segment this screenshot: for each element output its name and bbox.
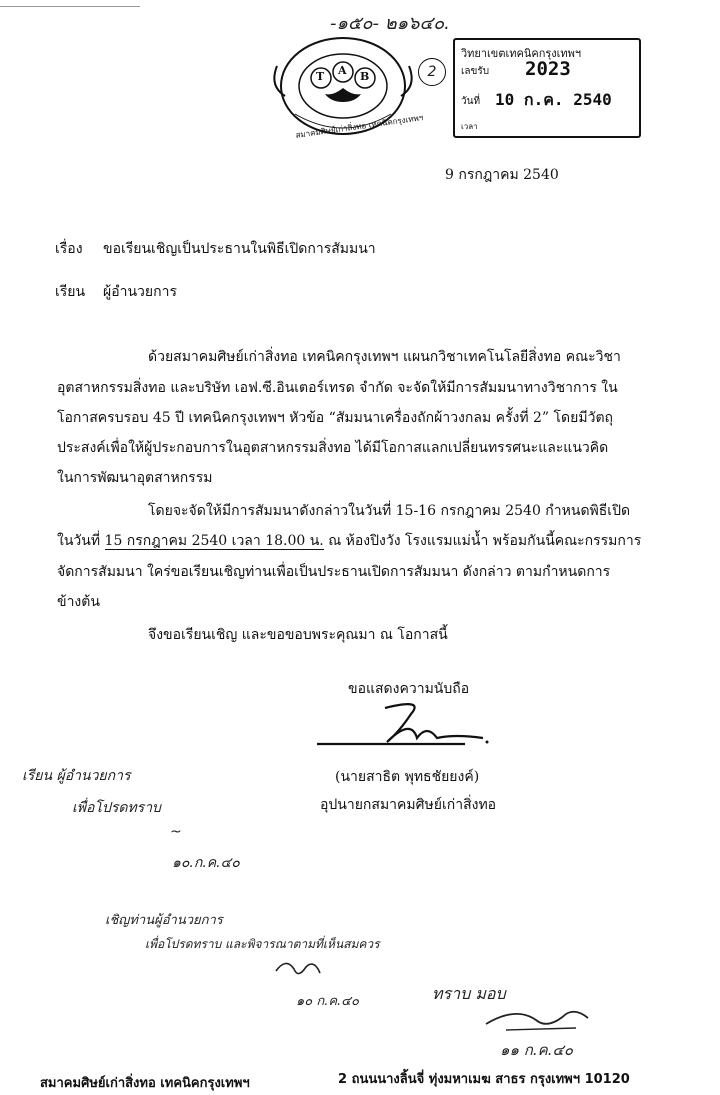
recipient-text: ผู้อำนวยการ — [103, 284, 177, 300]
top-edge-line — [0, 0, 140, 7]
recipient-label: เรียน — [55, 284, 86, 300]
logo-ring-text: สมาคมศิษย์เก่าสิ่งทอ เทคนิคกรุงเทพฯ — [295, 113, 424, 140]
top-handwritten-note: -๑๕๐- ๒๑๖๔๐. — [330, 13, 450, 34]
body-line: จึงขอเรียนเชิญ และขอขอบพระคุณมา ณ โอกาสนี้ — [148, 627, 448, 643]
handwritten-note-mid-1: เชิญท่านผู้อำนวยการ — [105, 913, 223, 928]
logo-letter-a: A — [338, 64, 347, 77]
body-line: จัดการสัมมนา ใคร่ขอเรียนเชิญท่านเพื่อเป็นประธานเปิดการสัมมนา ดังกล่าว ตามกำหนดการ — [57, 564, 611, 580]
body-line: โอกาสครบรอบ 45 ปี เทคนิคกรุงเทพฯ หัวข้อ “สัมมนาเครื่องถักผ้าวงกลม ครั้งที่ 2” โดยมีวัตถุ — [57, 410, 614, 426]
body-text: ณ ห้องปิงวัง โรงแรมแม่น้ำ พร้อมกันนี้คณะกรรมการ — [328, 533, 642, 549]
subject-label: เรื่อง — [55, 241, 83, 257]
body-line: โดยจะจัดให้มีการสัมมนาดังกล่าวในวันที่ 15-16 กรกฎาคม 2540 กำหนดพิธีเปิด — [148, 503, 631, 519]
handwritten-date-left: ๑๐.ก.ค.๔๐ — [172, 855, 240, 871]
footer-organization: สมาคมศิษย์เก่าสิ่งทอ เทคนิคกรุงเทพฯ — [40, 1076, 250, 1091]
signer-name: (นายสาธิต พุทธชัยยงค์) — [335, 769, 480, 785]
handwritten-initials-mid — [268, 955, 338, 987]
stamp-number-label: เลขรับ — [461, 66, 490, 77]
body-text: ในวันที่ — [57, 533, 101, 549]
footer-address: 2 ถนนนางลิ้นจี่ ทุ่งมหาเมฆ สาธร กรุงเทพฯ 10120 — [338, 1072, 630, 1087]
handwritten-date-mid: ๑๐ ก.ค.๔๐ — [296, 994, 359, 1009]
stamp-date: 10 ก.ค. 2540 — [495, 90, 612, 109]
body-line: ด้วยสมาคมศิษย์เก่าสิ่งทอ เทคนิคกรุงเทพฯ แผนกวิชาเทคโนโลยีสิ่งทอ คณะวิชา — [148, 349, 621, 365]
body-line-with-emphasis — [57, 532, 641, 550]
handwritten-note-left-3: ~ — [170, 824, 182, 840]
body-line: ข้างต้น — [57, 594, 100, 610]
stamp-date-label: วันที่ — [461, 96, 481, 107]
handwritten-note-right: ทราบ มอบ — [432, 984, 506, 1003]
logo-letter-t: T — [316, 70, 325, 83]
handwritten-date-right: ๑๑ ก.ค.๔๐ — [500, 1041, 573, 1059]
stamp-mark-circle: 2 — [418, 58, 446, 86]
logo-letter-b: B — [360, 70, 370, 83]
handwritten-signature-right — [476, 1004, 596, 1036]
stamp-time-label: เวลา — [461, 122, 478, 131]
signer-title: อุปนายกสมาคมศิษย์เก่าสิ่งทอ — [320, 797, 497, 813]
body-line: ประสงค์เพื่อให้ผู้ประกอบการในอุตสาหกรรมสิ่งทอ ได้มีโอกาสแลกเปลี่ยนทรรศนะและแนวคิด — [57, 440, 609, 456]
letter-date: 9 กรกฎาคม 2540 — [445, 167, 559, 183]
receipt-stamp — [453, 38, 641, 138]
subject-text: ขอเรียนเชิญเป็นประธานในพิธีเปิดการสัมมนา — [103, 241, 376, 257]
stamp-org: วิทยาเขตเทคนิคกรุงเทพฯ — [461, 47, 582, 60]
handwritten-note-left-1: เรียน ผู้อำนวยการ — [22, 768, 131, 784]
stamp-number: 2023 — [525, 58, 571, 80]
handwritten-note-left-2: เพื่อโปรดทราบ — [72, 800, 161, 816]
underlined-datetime: 15 กรกฎาคม 2540 เวลา 18.00 น. — [104, 533, 324, 549]
body-line: อุตสาหกรรมสิ่งทอ และบริษัท เอฟ.ซี.อินเตอร์เทรด จำกัด จะจัดให้มีการสัมมนาทางวิชาการ ใน — [57, 380, 618, 396]
closing-text: ขอแสดงความนับถือ — [348, 681, 470, 697]
handwritten-note-mid-2: เพื่อโปรดทราบ และพิจารณาตามที่เห็นสมควร — [145, 937, 380, 951]
association-logo — [255, 26, 435, 144]
body-line: ในการพัฒนาอุตสาหกรรม — [57, 470, 213, 486]
signature — [315, 698, 495, 754]
